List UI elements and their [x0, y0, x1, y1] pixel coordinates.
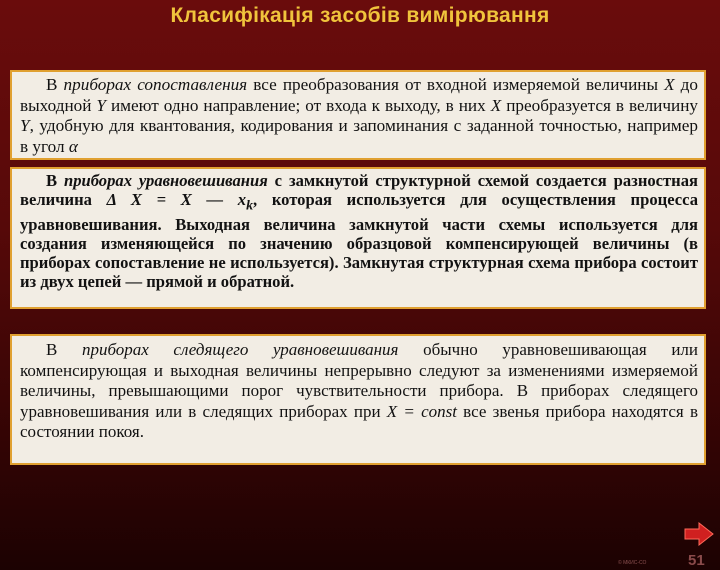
formula-main: Δ X = X — x	[106, 190, 247, 210]
paragraph-text: все преобразования от входной измеряемой величины	[247, 75, 665, 94]
math-var-x: X	[490, 95, 502, 115]
panel-paragraph	[20, 340, 698, 443]
math-var-alpha: α	[68, 136, 78, 156]
math-formula-const: X = const	[386, 401, 457, 421]
paragraph-intro: В	[46, 171, 64, 190]
text-panel-balancing	[10, 167, 706, 309]
math-formula-delta-x	[106, 190, 253, 213]
formula-subscript: k	[246, 197, 253, 213]
text-panel-tracking	[10, 334, 706, 465]
paragraph-intro: В	[46, 75, 64, 94]
slide-title: Класифікація засобів вимірювання	[170, 4, 550, 27]
next-slide-button[interactable]	[684, 522, 714, 546]
paragraph-text: , которая используется для осуществления процесса уравновешивания. Выходная величина замкнутой части схемы используется для создания изменяющейся по значению образцовой компенсирующей величины (в приборах сопоставление не используется). Замкнутая структурная схема прибора состоит из двух цепей — прямой и обратной.	[20, 190, 698, 292]
term-balancing-devices: приборах уравновешивания	[63, 171, 268, 190]
term-comparison-devices: приборах сопоставления	[63, 75, 248, 94]
paragraph-text: преобразуется в величину	[501, 95, 698, 115]
panel-paragraph	[20, 171, 698, 292]
arrow-right-icon	[684, 522, 714, 546]
paragraph-text: до выходной	[20, 75, 699, 115]
panel-paragraph	[20, 75, 698, 157]
paragraph-text: обычно уравновешивающая или компенсирующая и выходная величины непрерывно следуют за изменениями измеряемой величины, превышающими порог чувствительности прибора. В приборах следящего уравновешивания или в следящих приборах при	[20, 340, 699, 421]
term-tracking-devices: приборах следящего уравновешивания	[81, 340, 399, 359]
math-var-y: Y	[20, 116, 30, 135]
paragraph-text: все звенья прибора находятся в состоянии покоя.	[20, 401, 698, 442]
math-var-x: X	[664, 75, 675, 94]
paragraph-text: , удобную для квантования, кодирования и запоминания с заданной точностью, например в угол	[20, 116, 698, 156]
math-var-y: Y	[96, 95, 106, 115]
text-panel-comparison	[10, 70, 706, 160]
paragraph-text: имеют одно направление; от входа к выходу, в них	[105, 95, 491, 115]
footer-credit: © МКИС-СО	[618, 560, 647, 566]
paragraph-intro: В	[46, 340, 82, 359]
paragraph-text: с замкнутой структурной схемой создается разностная величина	[20, 171, 699, 210]
page-number: 51	[688, 552, 705, 569]
